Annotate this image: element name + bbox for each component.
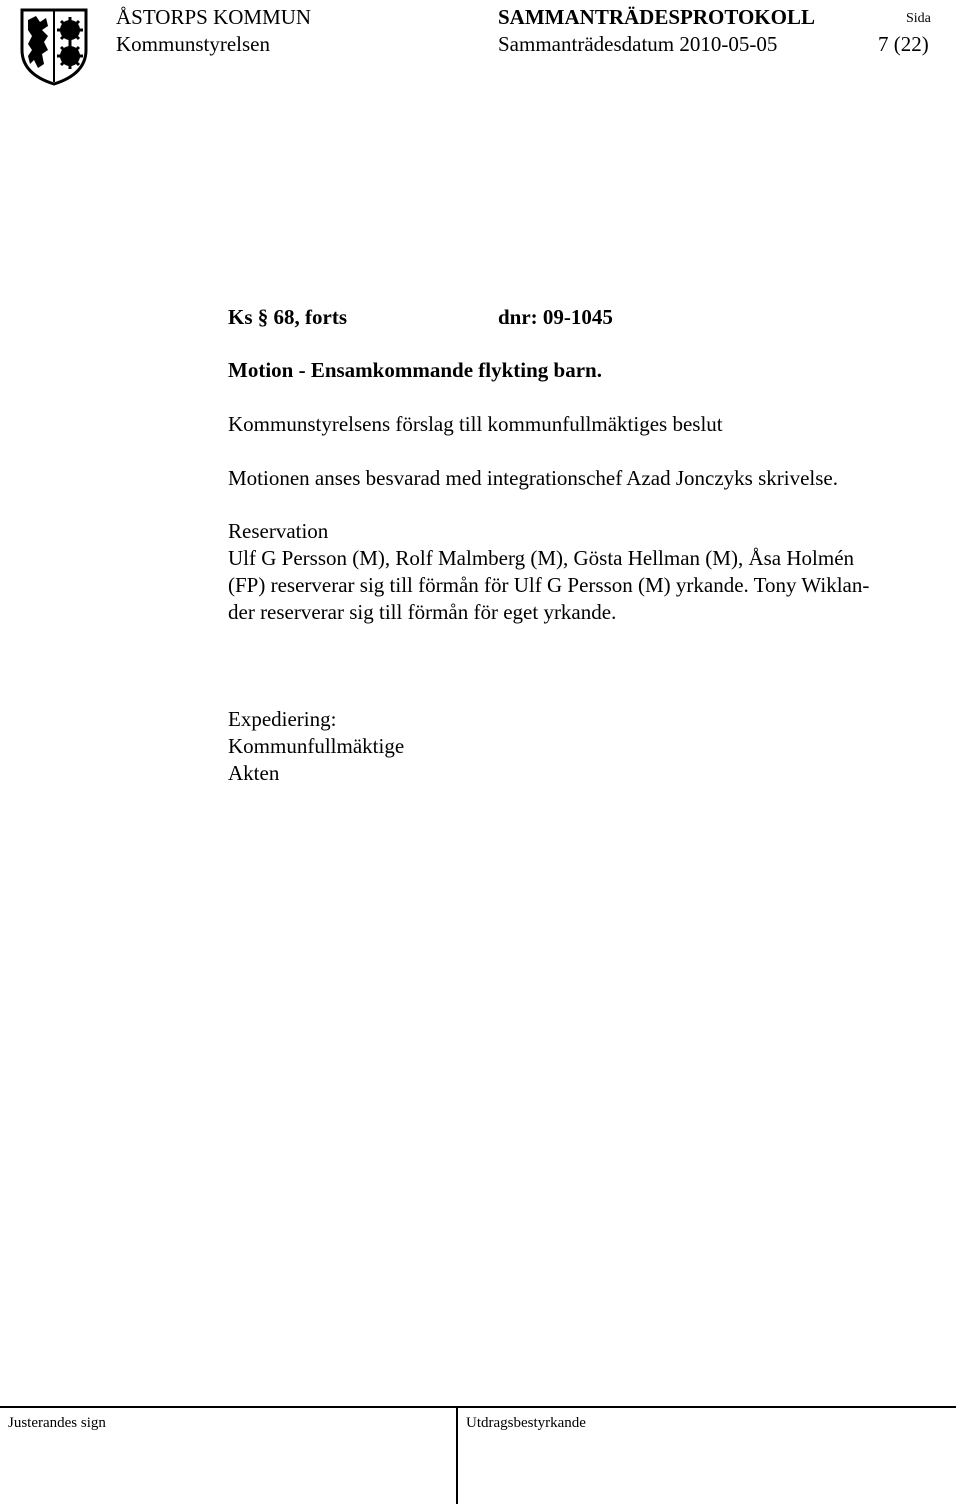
recipient-item: Akten (228, 761, 280, 785)
footer-sign-label: Justerandes sign (8, 1415, 106, 1431)
reservation-line: (FP) reserverar sig till förmån för Ulf G Persson (M) yrkande. Tony Wiklan- (228, 573, 870, 597)
footer-verification-label: Utdragsbestyrkande (466, 1415, 586, 1431)
reservation-line: Ulf G Persson (M), Rolf Malmberg (M), Gösta Hellman (M), Åsa Holmén (228, 546, 855, 570)
reservation-heading: Reservation (228, 519, 329, 543)
expediering-heading: Expediering: (228, 707, 337, 731)
reservation-line: der reserverar sig till förmån för eget yrkande. (228, 600, 617, 624)
dnr: dnr: 09-1045 (498, 305, 613, 329)
paragraph-ref: Ks § 68, forts (228, 305, 347, 329)
document-type: SAMMANTRÄDESPROTOKOLL (498, 5, 815, 29)
case-title: Motion - Ensamkommande flykting barn. (228, 358, 602, 382)
proposal-text: Motionen anses besvarad med integrationschef Azad Jonczyks skrivelse. (228, 466, 838, 490)
meeting-date-value: 2010-05-05 (679, 32, 778, 56)
municipality-name: ÅSTORPS KOMMUN (116, 5, 312, 29)
footer-column-divider (456, 1406, 458, 1504)
meeting-date (498, 31, 777, 57)
department-name: Kommunstyrelsen (116, 32, 270, 56)
meeting-date-label: Sammanträdesdatum (498, 32, 675, 56)
footer-divider (0, 1406, 956, 1408)
recipient-item: Kommunfullmäktige (228, 734, 405, 758)
page-label: Sida (906, 11, 931, 26)
proposal-heading: Kommunstyrelsens förslag till kommunfullmäktiges beslut (228, 412, 723, 436)
coat-of-arms-icon (18, 6, 90, 86)
page-number: 7 (22) (878, 32, 929, 56)
